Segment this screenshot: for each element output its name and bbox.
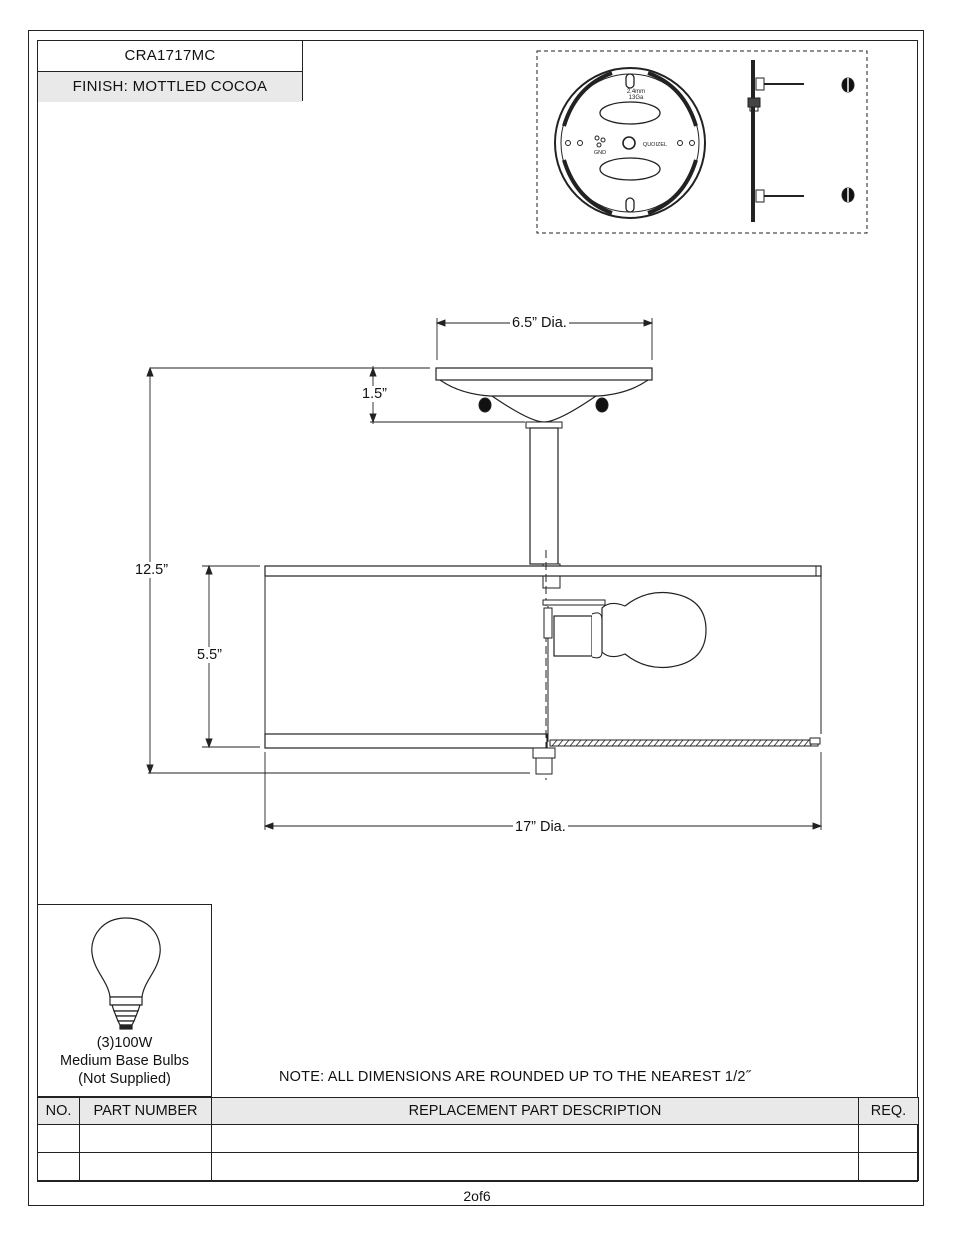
table-cell (212, 1153, 859, 1181)
dimension-note: NOTE: ALL DIMENSIONS ARE ROUNDED UP TO THE NEAREST 1/2˝ (279, 1069, 751, 1085)
title-block (37, 40, 303, 101)
replacement-parts-table (37, 1097, 919, 1181)
bulb-note: (Not Supplied) (78, 1071, 171, 1087)
page-number: 2of6 (463, 1188, 491, 1204)
col-header-no: NO. (38, 1098, 80, 1125)
table-cell (38, 1125, 80, 1153)
bulb-wattage: (3)100W (96, 1035, 153, 1051)
socket-and-bulb-icon (543, 593, 706, 668)
bulb-info-box (37, 904, 212, 1097)
col-header-description: REPLACEMENT PART DESCRIPTION (212, 1098, 859, 1125)
mounting-knob-icon (842, 78, 854, 202)
table-cell (38, 1153, 80, 1181)
table-cell (859, 1125, 919, 1153)
downrod (526, 422, 562, 588)
canopy-height-label: 1.5” (362, 386, 387, 402)
model-number: CRA1717MC (124, 47, 216, 64)
canopy-diameter-label: 6.5” Dia. (512, 315, 567, 331)
shade-diameter-label: 17” Dia. (515, 819, 566, 835)
bulb-type: Medium Base Bulbs (60, 1053, 189, 1069)
overall-height-label: 12.5” (135, 562, 169, 578)
table-cell (859, 1153, 919, 1181)
fixture-drawing (140, 310, 840, 840)
table-cell (80, 1125, 212, 1153)
col-header-req: REQ. (859, 1098, 919, 1125)
shade-height-label: 5.5” (197, 647, 222, 663)
gauge-label-ga: 13Ga (628, 95, 644, 101)
plate-side-profile-icon (748, 60, 804, 222)
gauge-label-mm: 2.4mm (626, 89, 646, 95)
table-row (38, 1125, 919, 1153)
brand-label: QUOIZEL (642, 142, 668, 148)
col-header-part-number: PART NUMBER (80, 1098, 212, 1125)
table-cell (80, 1153, 212, 1181)
table-header-row (38, 1098, 919, 1125)
mounting-plate-detail (536, 50, 869, 235)
canopy (436, 368, 652, 422)
light-bulb-icon (88, 915, 164, 1033)
table-row (38, 1153, 919, 1181)
gnd-label: GND (593, 150, 607, 156)
table-cell (212, 1125, 859, 1153)
finish-label: FINISH: MOTTLED COCOA (38, 71, 302, 102)
